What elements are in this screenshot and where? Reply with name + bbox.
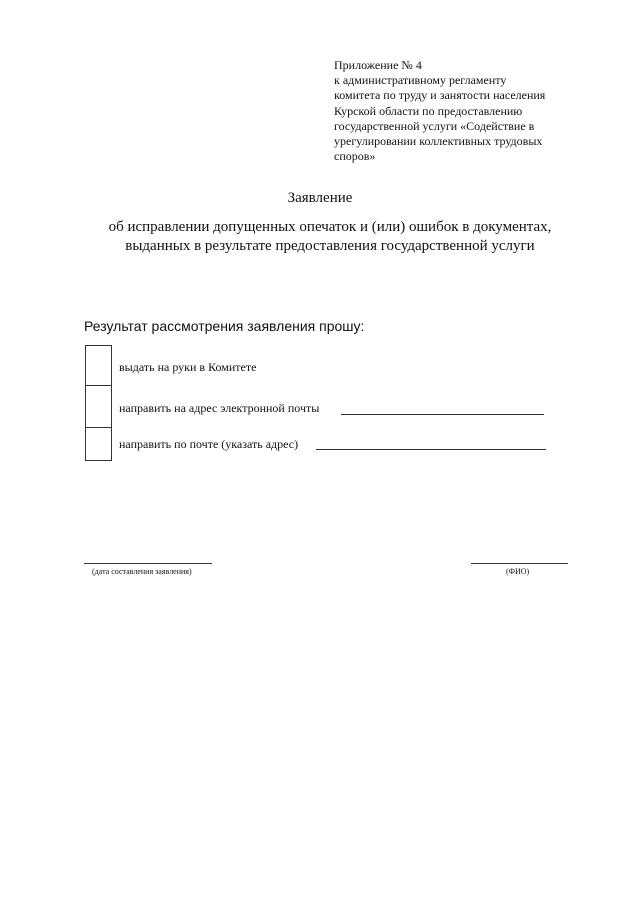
option-hand-delivery-label: выдать на руки в Комитете — [119, 360, 257, 374]
name-label: (ФИО) — [506, 567, 530, 576]
option-email-label: направить на адрес электронной почты — [119, 401, 320, 415]
appendix-header — [334, 58, 584, 164]
date-signature-line[interactable] — [84, 563, 212, 564]
checkbox-hand-delivery[interactable] — [85, 345, 112, 386]
appendix-line: к административному регламенту — [334, 73, 507, 88]
name-signature-line[interactable] — [471, 563, 568, 564]
date-label: (дата составления заявления) — [92, 567, 192, 576]
option-post-label: направить по почте (указать адрес) — [119, 437, 299, 451]
document-subtitle — [100, 218, 560, 256]
subtitle-line: об исправлении допущенных опечаток и (или) ошибок в документах, — [108, 219, 552, 235]
email-address-line[interactable] — [341, 414, 544, 415]
appendix-line: комитета по труду и занятости населения — [334, 88, 546, 103]
result-heading: Результат рассмотрения заявления прошу: — [84, 318, 365, 334]
subtitle-line: выданных в результате предоставления государственной услуги — [125, 238, 535, 254]
appendix-line: Приложение № 4 — [334, 58, 422, 72]
postal-address-line[interactable] — [316, 449, 546, 450]
checkbox-post[interactable] — [85, 428, 112, 461]
checkbox-email[interactable] — [85, 386, 112, 428]
appendix-line: государственной услуги «Содействие в — [334, 118, 535, 133]
document-title: Заявление — [287, 190, 353, 206]
appendix-line: Курской области по предоставлению — [334, 103, 523, 118]
appendix-line: споров» — [334, 149, 376, 164]
appendix-line: урегулировании коллективных трудовых — [334, 134, 543, 149]
